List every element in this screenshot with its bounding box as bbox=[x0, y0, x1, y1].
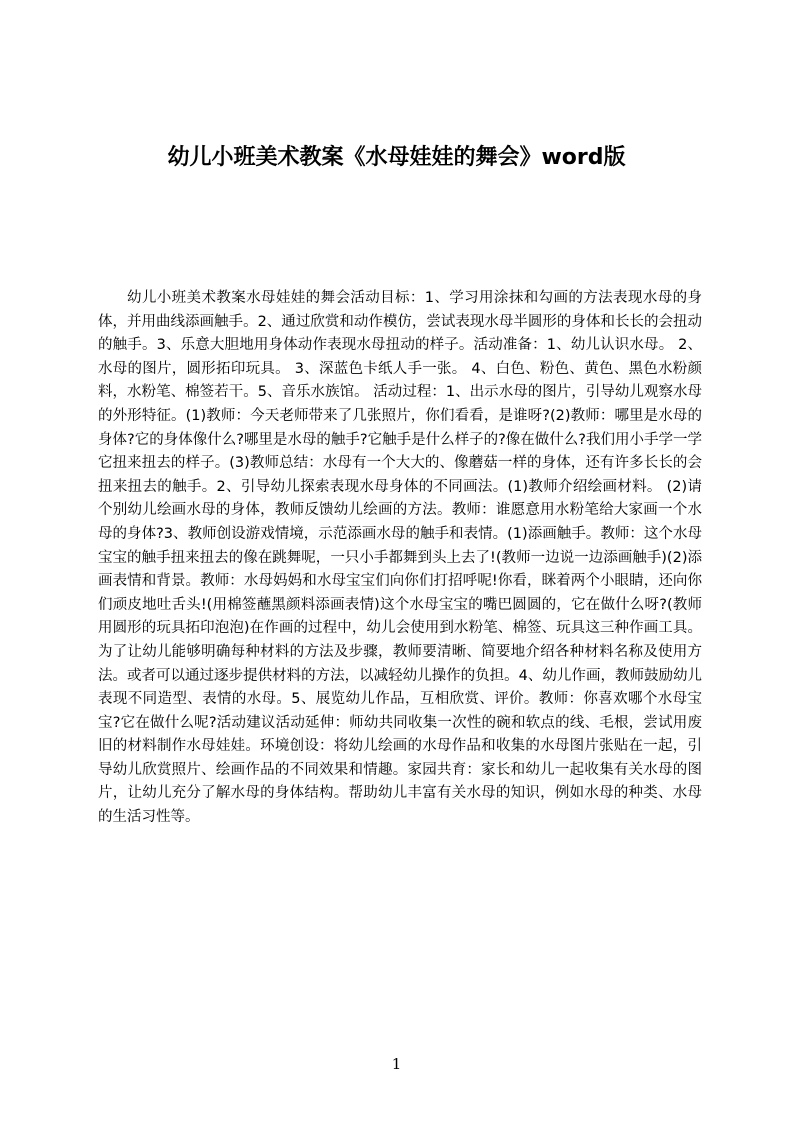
document-body-paragraph: 幼儿小班美术教案水母娃娃的舞会活动目标：1、学习用涂抹和勾画的方法表现水母的身体，并用曲线添画触手。2、通过欣赏和动作模仿，尝试表现水母半圆形的身体和长长的会扭动的触手。3、乐意大胆地用身体动作表现水母扭动的样子。活动准备：1、幼儿认识水母。 2、水母的图片，圆形拓印玩具。 3、深蓝色卡纸人手一张。 4、白色、粉色、黄色、黑色水粉颜料，水粉笔、棉签若干。5、音乐水族馆。 活动过程：1、出示水母的图片，引导幼儿观察水母的外形特征。(1)教师：今天老师带来了几张照片，你们看看，是谁呀?(2)教师：哪里是水母的身体?它的身体像什么?哪里是水母的触手?它触手是什么样子的?像在做什么?我们用小手学一学它扭来扭去的样子。(3)教师总结：水母有一个大大的、像蘑菇一样的身体，还有许多长长的会扭来扭去的触手。2、引导幼儿探索表现水母身体的不同画法。(1)教师介绍绘画材料。 (2)请个别幼儿绘画水母的身体，教师反馈幼儿绘画的方法。教师：谁愿意用水粉笔给大家画一个水母的身体?3、教师创设游戏情境，示范添画水母的触手和表情。(1)添画触手。教师：这个水母宝宝的触手扭来扭去的像在跳舞呢，一只小手都舞到头上去了!(教师一边说一边添画触手)(2)添画表情和背景。教师：水母妈妈和水母宝宝们向你们打招呼呢!你看，眯着两个小眼睛，还向你们顽皮地吐舌头!(用棉签蘸黑颜料添画表情)这个水母宝宝的嘴巴圆圆的，它在做什么呀?(教师用圆形的玩具拓印泡泡)在作画的过程中，幼儿会使用到水粉笔、棉签、玩具这三种作画工具。为了让幼儿能够明确每种材料的方法及步骤，教师要清晰、简要地介绍各种材料名称及使用方法。或者可以通过逐步提供材料的方法，以减轻幼儿操作的负担。4、幼儿作画，教师鼓励幼儿表现不同造型、表情的水母。5、展览幼儿作品，互相欣赏、评价。教师：你喜欢哪个水母宝宝?它在做什么呢?活动建议活动延伸：师幼共同收集一次性的碗和软点的线、毛根，尝试用废旧的材料制作水母娃娃。环境创设：将幼儿绘画的水母作品和收集的水母图片张贴在一起，引导幼儿欣赏照片、绘画作品的不同效果和情趣。家园共育：家长和幼儿一起收集有关水母的图片，让幼儿充分了解水母的身体结构。帮助幼儿丰富有关水母的知识，例如水母的种类、水母的生活习性等。 bbox=[98, 290, 702, 826]
document-title: 幼儿小班美术教案《水母娃娃的舞会》word版 bbox=[167, 145, 626, 170]
page-number: 1 bbox=[391, 1055, 402, 1073]
